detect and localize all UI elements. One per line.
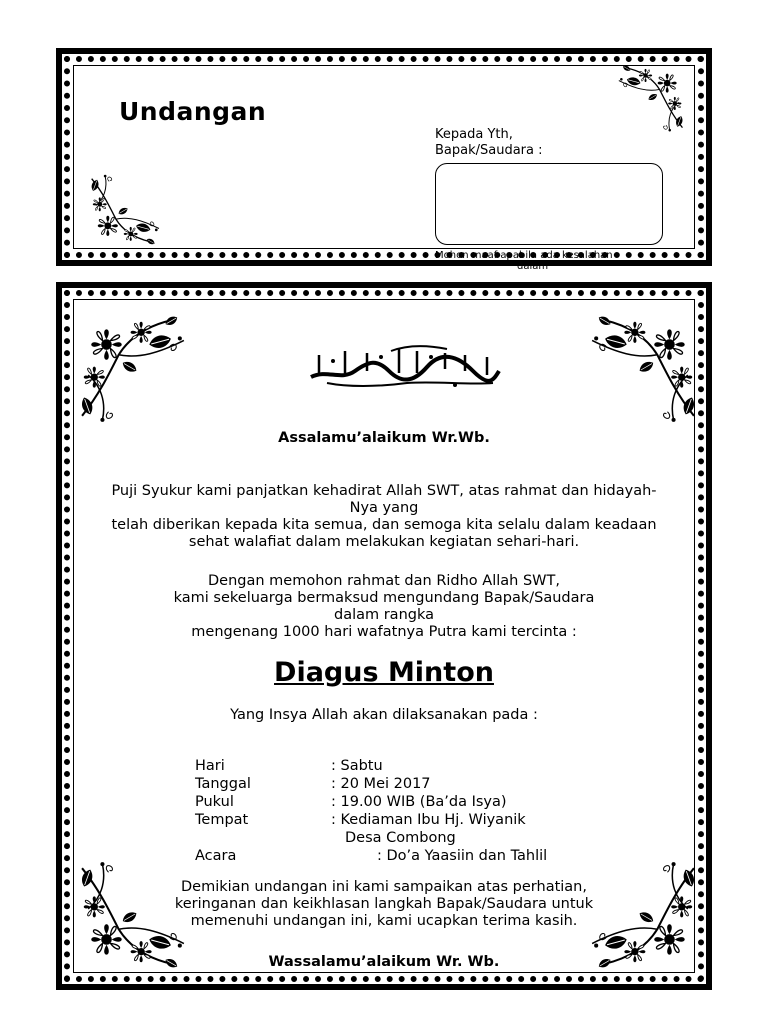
detail-value: : Do’a Yaasiin dan Tahlil bbox=[377, 848, 548, 864]
detail-value: Desa Combong bbox=[345, 830, 456, 846]
detail-value: : 19.00 WIB (Ba’da Isya) bbox=[331, 794, 507, 810]
apology-note bbox=[435, 250, 665, 272]
paragraph-line: Dengan memohon rahmat dan Ridho Allah SWT, bbox=[208, 573, 560, 589]
detail-label: Tanggal bbox=[195, 776, 251, 792]
paragraph-gratitude bbox=[47, 483, 721, 551]
detail-value: : 20 Mei 2017 bbox=[331, 776, 431, 792]
detail-label: Hari bbox=[195, 758, 225, 774]
greeting: Assalamu’alaikum Wr.Wb. bbox=[278, 430, 490, 446]
envelope-card bbox=[56, 48, 712, 272]
paragraph-line: Demikian undangan ini kami sampaikan atas perhatian, bbox=[181, 879, 587, 895]
detail-label: Pukul bbox=[195, 794, 234, 810]
farewell: Wassalamu’alaikum Wr. Wb. bbox=[268, 954, 500, 970]
paragraph-line: keringanan dan keikhlasan langkah Bapak/Saudara untuk bbox=[174, 896, 594, 912]
paragraph-line: kami sekeluarga bermaksud mengundang Bapak/Saudara bbox=[173, 590, 595, 606]
recipient-line-2: Bapak/Saudara : bbox=[435, 143, 543, 158]
paragraph-line: memenuhi undangan ini, kami ucapkan terima kasih. bbox=[190, 913, 578, 929]
bismillah-calligraphy-icon bbox=[297, 341, 507, 391]
recipient-name-box bbox=[435, 163, 663, 245]
recipient-line-1: Kepada Yth, bbox=[435, 127, 513, 142]
floral-ornament-icon bbox=[78, 858, 190, 970]
detail-label: Acara bbox=[195, 848, 237, 864]
floral-ornament-icon bbox=[78, 172, 174, 246]
apology-note-line-2: dalam bbox=[517, 261, 549, 272]
paragraph-line: sehat walafiat dalam melakukan kegiatan sehari-hari. bbox=[188, 534, 580, 550]
paragraph-line: Puji Syukur kami panjatkan kehadirat Allah SWT, atas rahmat dan hidayah- bbox=[111, 483, 657, 499]
recipient-label bbox=[435, 127, 543, 159]
floral-ornament-icon bbox=[586, 314, 698, 426]
envelope-title: Undangan bbox=[119, 97, 267, 126]
paragraph-line: telah diberikan kepada kita semua, dan semoga kita selalu dalam keadaan bbox=[111, 517, 657, 533]
floral-ornament-icon bbox=[586, 858, 698, 970]
floral-ornament-icon bbox=[78, 314, 190, 426]
deceased-name: Diagus Minton bbox=[274, 657, 494, 688]
detail-value: : Kediaman Ibu Hj. Wiyanik bbox=[331, 812, 526, 828]
paragraph-line: dalam rangka bbox=[333, 607, 434, 623]
detail-value: : Sabtu bbox=[331, 758, 383, 774]
detail-label: Tempat bbox=[195, 812, 249, 828]
invitation-card bbox=[56, 282, 712, 990]
paragraph-line: mengenang 1000 hari wafatnya Putra kami tercinta : bbox=[191, 624, 577, 640]
floral-ornament-icon bbox=[602, 64, 698, 134]
paragraph-line: Nya yang bbox=[349, 500, 419, 516]
paragraph-invitation bbox=[77, 573, 691, 641]
event-intro: Yang Insya Allah akan dilaksanakan pada : bbox=[230, 707, 538, 723]
apology-note-line-1: Mohon maaf apabila ada kesalahan bbox=[435, 250, 613, 261]
